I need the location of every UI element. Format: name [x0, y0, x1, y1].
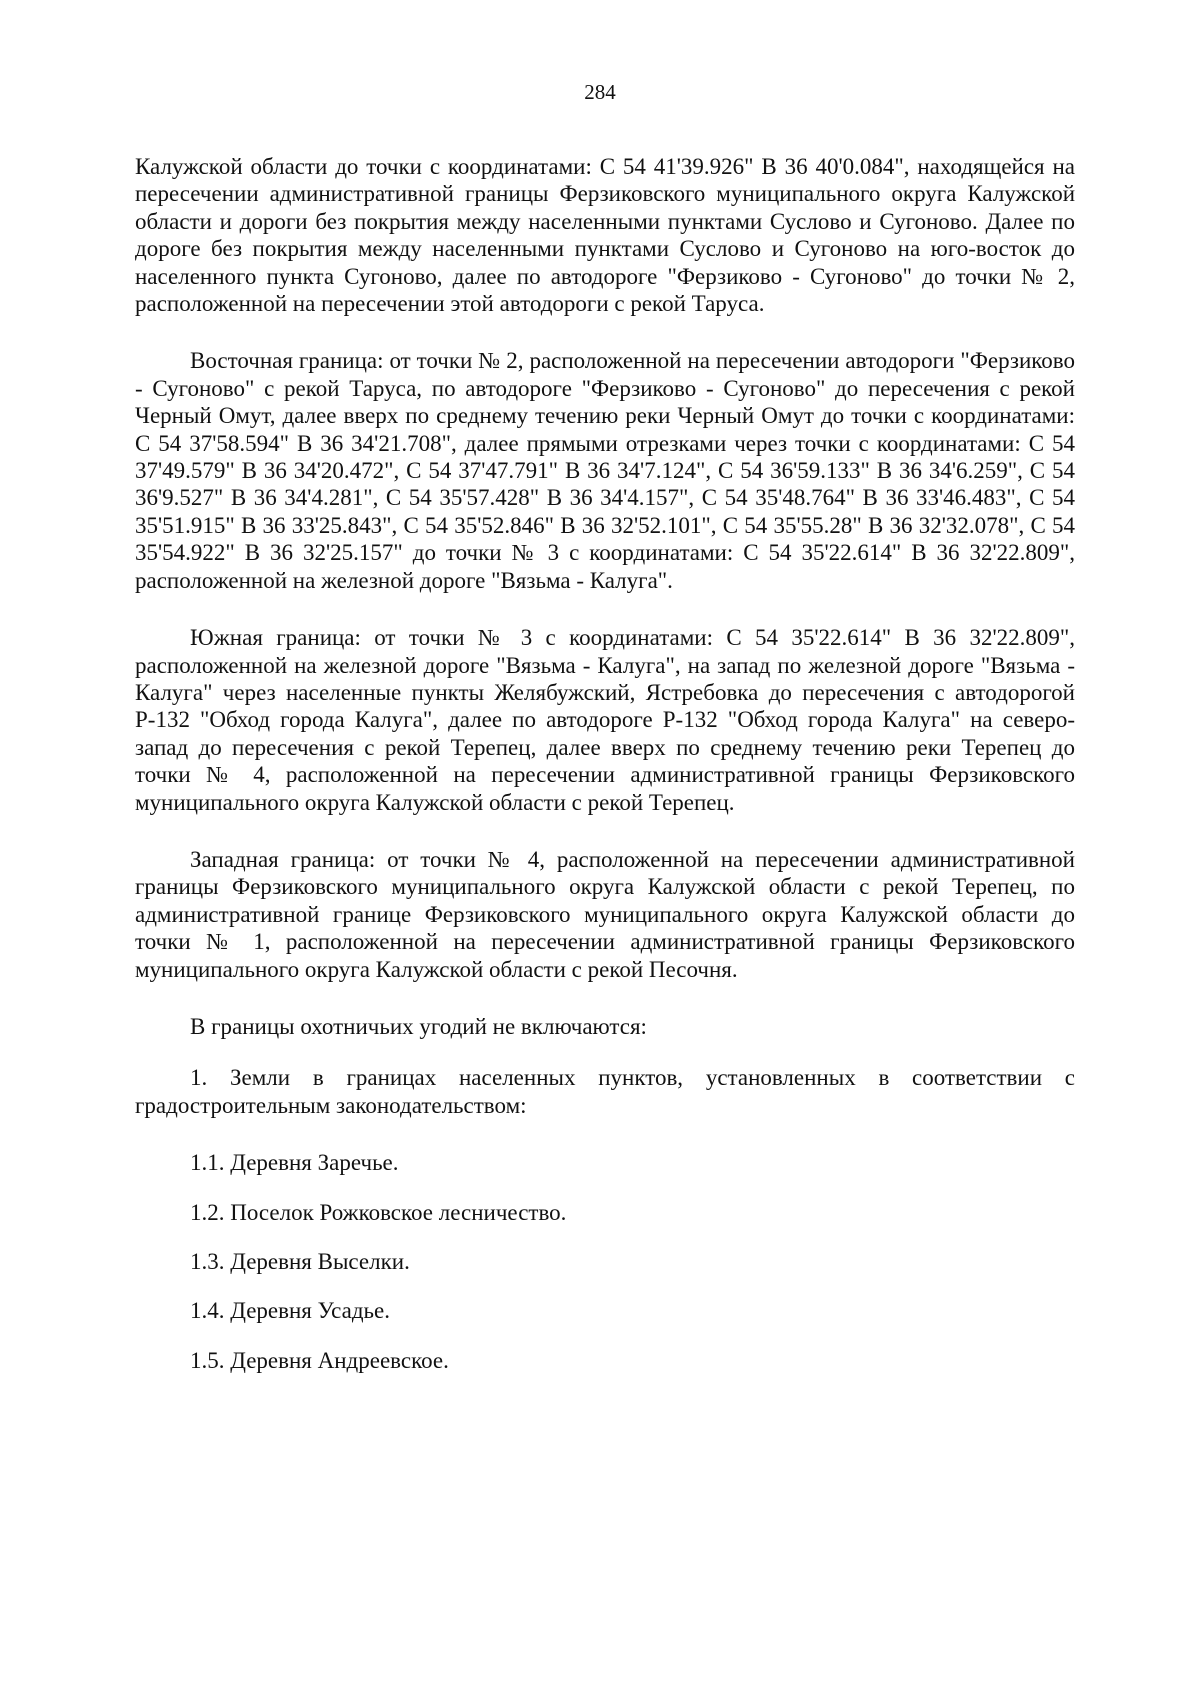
- paragraph-continuation: Калужской области до точки с координатами: С 54 41'39.926" В 36 40'0.084", находящейся на пересечении административной границы Ферзиковского муниципального округа Калужской области и дороги без покрытия между населенными пунктами Суслово и Сугоново. Далее по дороге без покрытия между населенными пунктами Суслово и Сугоново на юго-восток до населенного пункта Сугоново, далее по автодороге "Ферзиково - Сугоново" до точки № 2, расположенной на пересечении этой автодороги с рекой Таруса.: [135, 154, 1075, 317]
- page-number: 284: [584, 80, 616, 104]
- list-item: 1.5. Деревня Андреевское.: [190, 1347, 449, 1373]
- list-item: 1.3. Деревня Выселки.: [190, 1249, 410, 1274]
- document-body: [135, 153, 1075, 1396]
- list-item: 1.1. Деревня Заречье.: [190, 1150, 399, 1176]
- paragraph-eastern-border: Восточная граница: от точки № 2, расположенной на пересечении автодороги "Ферзиково - Сугоново" с рекой Таруса, по автодороге "Ферзиково - Сугоново" до пересечения с рекой Черный Омут, далее вверх по среднему течению реки Черный Омут до точки с координатами: С 54 37'58.594" В 36 34'21.708", далее прямыми отрезками через точки с координатами: С 54 37'49.579" В 36 34'20.472", С 54 37'47.791" В 36 34'7.124", С 54 36'59.133" В 36 34'6.259", С 54 36'9.527" В 36 34'4.281", С 54 35'57.428" В 36 34'4.157", С 54 35'48.764" В 36 33'46.483", С 54 35'51.915" В 36 33'25.843", С 54 35'52.846" В 36 32'52.101", С 54 35'55.28" В 36 32'32.078", С 54 35'54.922" В 36 32'25.157" до точки № 3 с координатами: С 54 35'22.614" В 36 32'22.809", расположенной на железной дороге "Вязьма - Калуга".: [135, 348, 1075, 593]
- paragraph-exclusions-intro: В границы охотничьих угодий не включаются:: [190, 1013, 647, 1039]
- list-item: 1.2. Поселок Рожковское лесничество.: [190, 1199, 567, 1225]
- list-item: 1.4. Деревня Усадье.: [190, 1298, 391, 1324]
- paragraph-southern-border: Южная граница: от точки № 3 с координатами: С 54 35'22.614" В 36 32'22.809", расположенной на железной дороге "Вязьма - Калуга", на запад по железной дороге "Вязьма - Калуга" через населенные пункты Желябужский, Ястребовка до пересечения с автодорогой Р-132 "Обход города Калуга", далее по автодороге Р-132 "Обход города Калуга" на северо-запад до пересечения с рекой Терепец, далее вверх по среднему течению реки Терепец до точки № 4, расположенной на пересечении административной границы Ферзиковского муниципального округа Калужской области с рекой Терепец.: [135, 625, 1075, 815]
- paragraph-settlement-lands: 1. Земли в границах населенных пунктов, установленных в соответствии с градостроительным законодательством:: [135, 1065, 1075, 1118]
- paragraph-western-border: Западная граница: от точки № 4, расположенной на пересечении административной границы Ферзиковского муниципального округа Калужской области с рекой Терепец, по административной границе Ферзиковского муниципального округа Калужской области до точки № 1, расположенной на пересечении административной границы Ферзиковского муниципального округа Калужской области с рекой Песочня.: [135, 846, 1075, 982]
- settlements-list: [135, 1149, 1075, 1374]
